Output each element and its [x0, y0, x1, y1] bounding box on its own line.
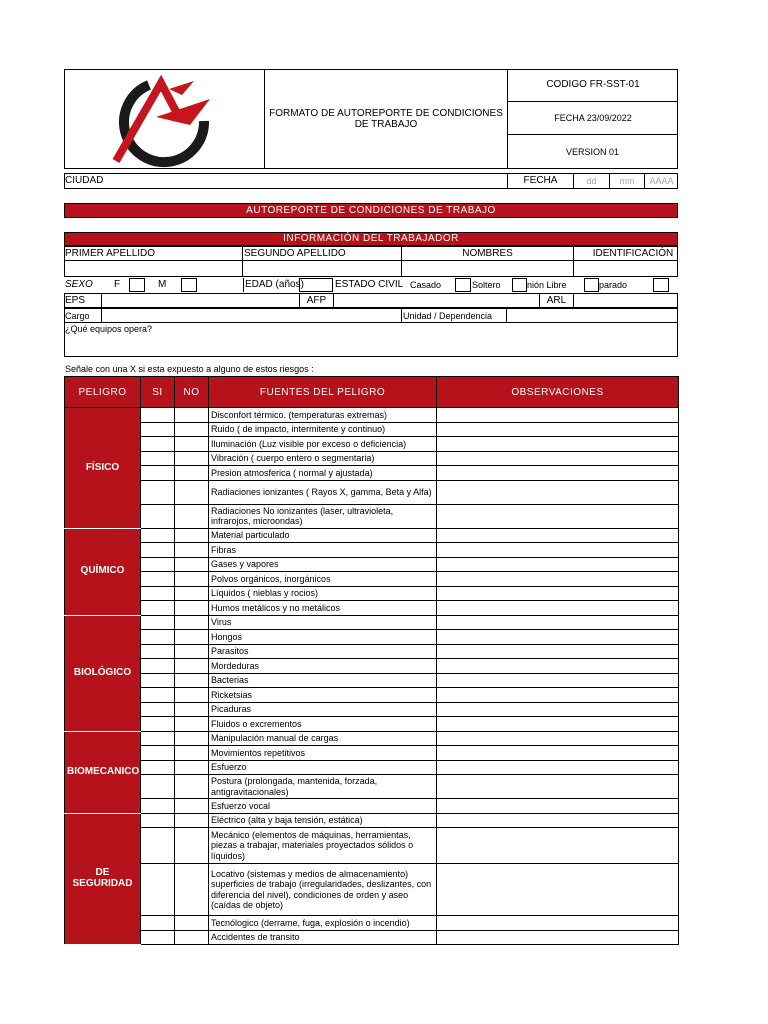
observation-cell[interactable] [437, 688, 679, 703]
risk-row [65, 813, 679, 828]
col-fuentes: FUENTES DEL PELIGRO [209, 377, 437, 408]
no-cell[interactable] [175, 688, 209, 703]
si-cell[interactable] [141, 828, 175, 864]
col-observaciones: OBSERVACIONES [437, 377, 679, 408]
no-cell[interactable] [175, 864, 209, 916]
observation-cell[interactable] [437, 543, 679, 558]
observation-cell[interactable] [437, 702, 679, 717]
hazard-source: Esfuerzo vocal [209, 799, 437, 814]
no-cell[interactable] [175, 422, 209, 437]
col-peligro: PELIGRO [65, 377, 141, 408]
sexo-label: SEXO [65, 279, 93, 290]
si-cell[interactable] [141, 543, 175, 558]
unidad-label: Unidad / Dependencia [402, 308, 507, 323]
risk-row [65, 659, 679, 674]
si-cell[interactable] [141, 630, 175, 645]
hazard-source: Disconfort térmico. (temperaturas extremas) [209, 408, 437, 423]
ciudad-input[interactable] [120, 174, 508, 188]
risk-row [65, 528, 679, 543]
no-cell[interactable] [175, 601, 209, 616]
hazard-source: Bacterias [209, 673, 437, 688]
primer-apellido-input[interactable] [64, 261, 243, 277]
hazard-source: Presion atmosferica ( normal y ajustada) [209, 466, 437, 481]
observation-cell[interactable] [437, 451, 679, 466]
si-cell[interactable] [141, 504, 175, 528]
si-cell[interactable] [141, 702, 175, 717]
risk-row [65, 408, 679, 423]
no-cell[interactable] [175, 466, 209, 481]
afp-label: AFP [300, 293, 334, 308]
hazard-source: Ricketsias [209, 688, 437, 703]
si-cell[interactable] [141, 775, 175, 799]
month-field[interactable]: mm [610, 174, 645, 188]
observation-cell[interactable] [437, 799, 679, 814]
ciudad-label: CIUDAD [65, 175, 104, 186]
logo-cell [64, 69, 265, 169]
observation-cell[interactable] [437, 673, 679, 688]
primer-apellido-label: PRIMER APELLIDO [64, 246, 243, 261]
hazard-source: Accidentes de transito [209, 930, 437, 945]
year-field[interactable]: AAAA [649, 176, 674, 186]
observation-cell[interactable] [437, 760, 679, 775]
no-cell[interactable] [175, 746, 209, 761]
hazard-source: Tecnólogico (derrame, fuga, explosión o incendio) [209, 916, 437, 931]
risk-category: DE SEGURIDAD [65, 813, 141, 945]
union-libre-checkbox[interactable] [584, 278, 599, 292]
risk-category: QUÍMICO [65, 528, 141, 615]
hazard-source: Vibración ( cuerpo entero o segmentaria) [209, 451, 437, 466]
risk-row [65, 746, 679, 761]
risk-row [65, 799, 679, 814]
observation-cell[interactable] [437, 504, 679, 528]
risk-row [65, 731, 679, 746]
day-field[interactable]: dd [574, 174, 610, 188]
no-cell[interactable] [175, 717, 209, 732]
hazard-source: Locativo (sistemas y medios de almacenamiento) superficies de trabajo (irregularidades, deslizantes, con diferencia del nivel), condiciones de orden y aseo (caídas de objeto) [209, 864, 437, 916]
identificacion-label: IDENTIFICACIÓN [592, 247, 674, 259]
observation-cell[interactable] [437, 717, 679, 732]
col-no: NO [175, 377, 209, 408]
hazard-source: Humos metálicos y no metálicos [209, 601, 437, 616]
si-cell[interactable] [141, 451, 175, 466]
hazard-source: Picaduras [209, 702, 437, 717]
casado-checkbox[interactable] [455, 278, 471, 292]
hazard-source: Líquidos ( nieblas y rocios) [209, 586, 437, 601]
risk-row [65, 437, 679, 452]
si-cell[interactable] [141, 760, 175, 775]
separado-checkbox[interactable] [653, 278, 669, 292]
no-cell[interactable] [175, 673, 209, 688]
cargo-input[interactable] [102, 308, 402, 323]
no-cell[interactable] [175, 731, 209, 746]
si-cell[interactable] [141, 864, 175, 916]
identificacion-input[interactable] [574, 261, 678, 277]
no-cell[interactable] [175, 451, 209, 466]
hazard-source: Eléctrico (alta y baja tensión, estática) [209, 813, 437, 828]
hazard-source: Radiaciones ionizantes ( Rayos X, gamma, Beta y Alfa) [209, 480, 437, 504]
hazard-source: Hongos [209, 630, 437, 645]
si-cell[interactable] [141, 673, 175, 688]
no-cell[interactable] [175, 813, 209, 828]
form-title: FORMATO DE AUTOREPORTE DE CONDICIONES DE TRABAJO [269, 108, 503, 130]
observation-cell[interactable] [437, 422, 679, 437]
risk-row [65, 504, 679, 528]
si-cell[interactable] [141, 557, 175, 572]
si-cell[interactable] [141, 437, 175, 452]
no-cell[interactable] [175, 572, 209, 587]
risk-row [65, 543, 679, 558]
hazard-source: Fluidos o excrementos [209, 717, 437, 732]
soltero-label: Soltero [472, 280, 501, 290]
si-cell[interactable] [141, 644, 175, 659]
hazard-source: Iluminación (Luz visible por exceso o deficiencia) [209, 437, 437, 452]
risk-row [65, 601, 679, 616]
hazard-source: Postura (prolongada, mantenida, forzada, antigravitacionales) [209, 775, 437, 799]
risk-category: BIOMECANICO [65, 731, 141, 813]
no-cell[interactable] [175, 437, 209, 452]
risk-row [65, 702, 679, 717]
no-cell[interactable] [175, 760, 209, 775]
si-cell[interactable] [141, 480, 175, 504]
risk-row [65, 586, 679, 601]
si-cell[interactable] [141, 799, 175, 814]
si-cell[interactable] [141, 717, 175, 732]
hazard-source: Mecánico (elementos de máquinas, herramientas, piezas a trabajar, materiales proyectados sólidos o líquidos) [209, 828, 437, 864]
hazard-source: Manipulación manual de cargas [209, 731, 437, 746]
risk-row [65, 673, 679, 688]
no-cell[interactable] [175, 543, 209, 558]
separado-label: parado [599, 280, 628, 290]
risk-row [65, 916, 679, 931]
nombres-input[interactable] [402, 261, 574, 277]
sex-m-checkbox[interactable] [181, 278, 197, 292]
eps-input[interactable] [102, 293, 300, 308]
si-cell[interactable] [141, 601, 175, 616]
no-cell[interactable] [175, 630, 209, 645]
no-cell[interactable] [175, 644, 209, 659]
codigo-text: CODIGO FR-SST-01 [507, 69, 678, 102]
si-cell[interactable] [141, 916, 175, 931]
eps-label: EPS [64, 293, 102, 308]
afp-input[interactable] [334, 293, 540, 308]
hazard-source: Esfuerzo [209, 760, 437, 775]
risk-row [65, 688, 679, 703]
si-cell[interactable] [141, 422, 175, 437]
si-cell[interactable] [141, 688, 175, 703]
version-text: VERSION 01 [565, 147, 620, 157]
no-cell[interactable] [175, 480, 209, 504]
observation-cell[interactable] [437, 731, 679, 746]
hazard-source: Polvos orgánicos, inorgánicos [209, 572, 437, 587]
sex-m-label: M [158, 279, 167, 290]
observation-cell[interactable] [437, 746, 679, 761]
observation-cell[interactable] [437, 930, 679, 945]
no-cell[interactable] [175, 916, 209, 931]
si-cell[interactable] [141, 930, 175, 945]
hazard-source: Gases y vapores [209, 557, 437, 572]
observation-cell[interactable] [437, 659, 679, 674]
no-cell[interactable] [175, 504, 209, 528]
risk-row [65, 572, 679, 587]
risk-row [65, 480, 679, 504]
risk-category: FÍSICO [65, 408, 141, 529]
observation-cell[interactable] [437, 775, 679, 799]
hazard-source: Ruido ( de impacto, intermitente y continuo) [209, 422, 437, 437]
observation-cell[interactable] [437, 601, 679, 616]
sex-f-label: F [114, 279, 121, 290]
arl-input[interactable] [574, 293, 678, 308]
si-cell[interactable] [141, 746, 175, 761]
observation-cell[interactable] [437, 864, 679, 916]
instruction-text: Señale con una X si esta expuesto a alguno de estos riesgos : [65, 363, 314, 374]
observation-cell[interactable] [437, 828, 679, 864]
risk-row [65, 864, 679, 916]
edad-label: EDAD (años) [245, 279, 304, 290]
worker-info-title: INFORMACIÓN DEL TRABAJADOR [64, 232, 678, 246]
si-cell[interactable] [141, 528, 175, 543]
company-logo-icon [64, 69, 265, 169]
col-si: SI [141, 377, 175, 408]
no-cell[interactable] [175, 659, 209, 674]
no-cell[interactable] [175, 930, 209, 945]
estado-civil-label: ESTADO CIVIL [335, 279, 404, 290]
fecha-text: FECHA 23/09/2022 [507, 102, 678, 135]
no-cell[interactable] [175, 528, 209, 543]
risk-table-header [65, 377, 679, 408]
si-cell[interactable] [141, 659, 175, 674]
risk-row [65, 615, 679, 630]
nombres-label: NOMBRES [402, 246, 574, 261]
risk-row [65, 717, 679, 732]
section-title: AUTOREPORTE DE CONDICIONES DE TRABAJO [64, 203, 678, 218]
fecha-label: FECHA [508, 174, 574, 188]
si-cell[interactable] [141, 731, 175, 746]
observation-cell[interactable] [437, 615, 679, 630]
observation-cell[interactable] [437, 644, 679, 659]
observation-cell[interactable] [437, 916, 679, 931]
hazard-source: Movimientos repetitivos [209, 746, 437, 761]
no-cell[interactable] [175, 828, 209, 864]
si-cell[interactable] [141, 408, 175, 423]
segundo-apellido-input[interactable] [243, 261, 402, 277]
observation-cell[interactable] [437, 408, 679, 423]
si-cell[interactable] [141, 586, 175, 601]
no-cell[interactable] [175, 557, 209, 572]
risk-row [65, 422, 679, 437]
observation-cell[interactable] [437, 586, 679, 601]
observation-cell[interactable] [437, 528, 679, 543]
edad-input[interactable] [299, 278, 333, 292]
arl-label: ARL [540, 293, 574, 308]
hazard-source: Material particulado [209, 528, 437, 543]
risk-row [65, 557, 679, 572]
risk-row [65, 630, 679, 645]
union-libre-label: nión Libre [527, 280, 567, 290]
hazard-source: Mordeduras [209, 659, 437, 674]
no-cell[interactable] [175, 775, 209, 799]
hazard-source: Virus [209, 615, 437, 630]
hazard-source: Fibras [209, 543, 437, 558]
observation-cell[interactable] [437, 437, 679, 452]
si-cell[interactable] [141, 572, 175, 587]
unidad-input[interactable] [507, 308, 678, 323]
si-cell[interactable] [141, 615, 175, 630]
cargo-label: Cargo [64, 308, 102, 323]
risk-category: BIOLÓGICO [65, 615, 141, 731]
risk-table [64, 376, 679, 945]
risk-row [65, 760, 679, 775]
risk-row [65, 930, 679, 945]
observation-cell[interactable] [437, 466, 679, 481]
no-cell[interactable] [175, 586, 209, 601]
risk-row [65, 644, 679, 659]
no-cell[interactable] [175, 702, 209, 717]
hazard-source: Parasitos [209, 644, 437, 659]
risk-row [65, 451, 679, 466]
risk-row [65, 775, 679, 799]
si-cell[interactable] [141, 813, 175, 828]
sex-f-checkbox[interactable] [129, 278, 145, 292]
equipos-label: ¿Qué equipos opera? [65, 324, 153, 334]
risk-row [65, 828, 679, 864]
observation-cell[interactable] [437, 572, 679, 587]
observation-cell[interactable] [437, 630, 679, 645]
no-cell[interactable] [175, 799, 209, 814]
segundo-apellido-label: SEGUNDO APELLIDO [243, 246, 402, 261]
observation-cell[interactable] [437, 813, 679, 828]
observation-cell[interactable] [437, 557, 679, 572]
risk-row [65, 466, 679, 481]
no-cell[interactable] [175, 615, 209, 630]
hazard-source: Radiaciones No ionizantes (laser, ultravioleta, infrarojos, microondas) [209, 504, 437, 528]
observation-cell[interactable] [437, 480, 679, 504]
casado-label: Casado [410, 280, 442, 290]
soltero-checkbox[interactable] [512, 278, 527, 292]
si-cell[interactable] [141, 466, 175, 481]
no-cell[interactable] [175, 408, 209, 423]
